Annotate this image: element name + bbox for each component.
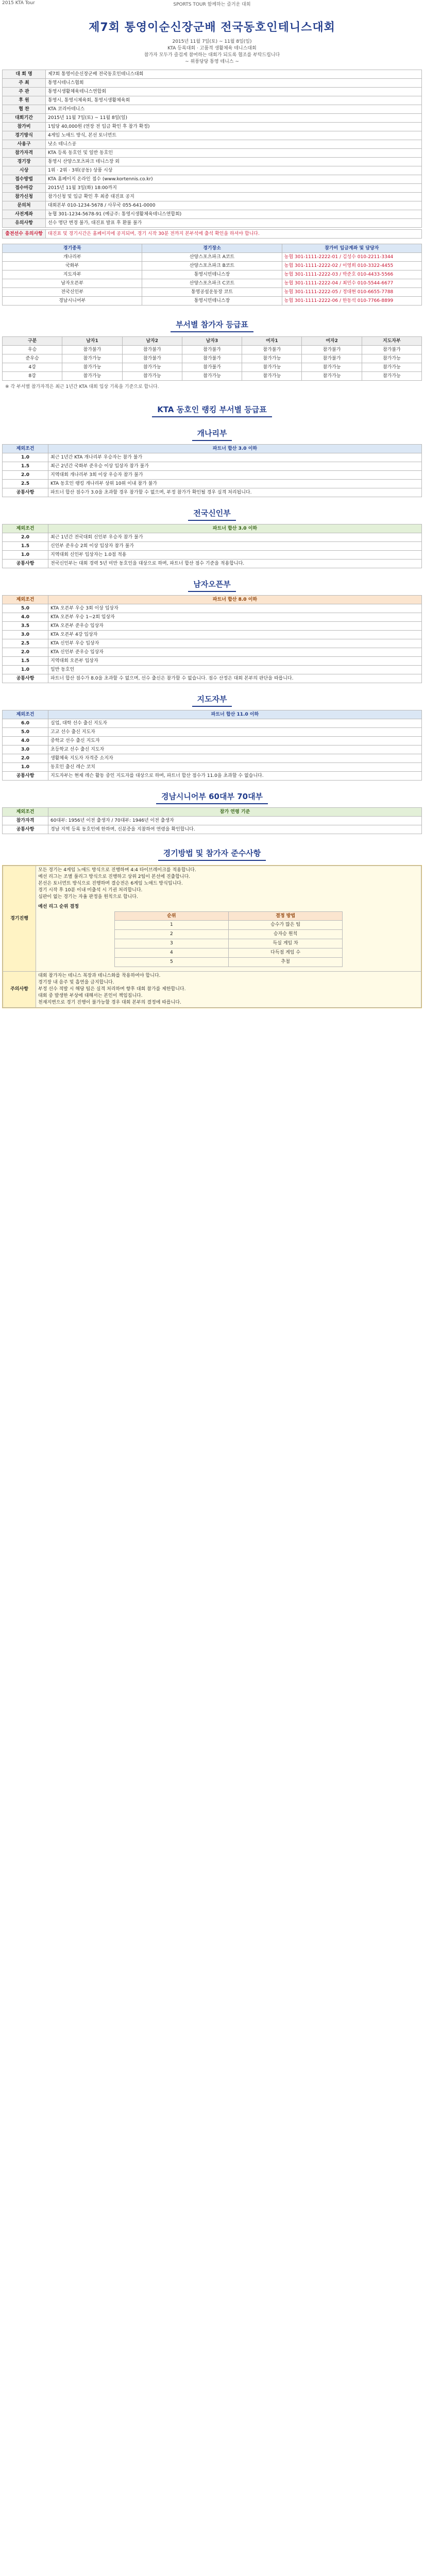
- eligibility-cell: 참가불가: [362, 346, 421, 354]
- eligibility-table: [2, 336, 422, 381]
- grade-row: [3, 772, 422, 781]
- info-key: 후 원: [3, 96, 46, 105]
- grade-cell: KTA 신인부 준우승 입상자: [48, 648, 422, 657]
- eligibility-cell: 참가가능: [362, 354, 421, 363]
- info-key: 접수마감: [3, 184, 46, 193]
- score-header: 결정 방법: [228, 912, 342, 921]
- info-row: [3, 123, 422, 131]
- venue-row: [3, 262, 422, 270]
- info-row: [3, 210, 422, 219]
- eligibility-cell: 준우승: [3, 354, 62, 363]
- grade-cell: KTA 오픈부 4강 입상자: [48, 631, 422, 639]
- venue-cell: 경남시니어부: [3, 297, 142, 306]
- eligibility-cell: 참가불가: [182, 346, 242, 354]
- grade-cell: KTA 오픈부 우승 1~2회 입상자: [48, 613, 422, 622]
- grade-header: 파트너 합산 3.0 이하: [48, 524, 422, 533]
- grade-header: 파트너 합산 8.0 이하: [48, 596, 422, 604]
- info-value: 통영시생활체육테니스연합회: [46, 88, 422, 96]
- grade-cell: 지역대회 개나리부 3회 이상 우승자 참가 불가: [48, 471, 422, 480]
- grade-header: 제외조건: [3, 710, 48, 719]
- grade-cell: 최근 1년간 전국대회 신인부 우승자 참가 불가: [48, 533, 422, 542]
- score-cell: 추첨: [228, 958, 342, 967]
- grade-cell: 공통사항: [3, 825, 48, 834]
- eligibility-cell: 우승: [3, 346, 62, 354]
- info-value: 2015년 11월 3일(화) 18:00까지: [46, 184, 422, 193]
- info-value: 제7회 통영이순신장군배 전국동호인테니스대회: [46, 70, 422, 79]
- info-key: 주 최: [3, 79, 46, 88]
- rule-item: 대회 참가자는 테니스 복장과 테니스화를 착용하여야 합니다.: [38, 973, 161, 978]
- grade-row: [3, 631, 422, 639]
- rule-item: 모든 경기는 4게임 노애드 방식으로 진행하며 4:4 타이브레이크를 적용합니다.: [38, 868, 196, 873]
- grade-cell: 최근 1년간 KTA 개나리부 우승자는 참가 불가: [48, 453, 422, 462]
- venue-cell: 통영공설운동장 코트: [142, 288, 282, 297]
- grade-row: [3, 754, 422, 763]
- info-value: 통영시테니스협회: [46, 79, 422, 88]
- info-value: 선수 명단 변경 불가, 대진표 발표 후 환불 불가: [46, 219, 422, 228]
- grade-group-title-text: 지도자부: [192, 693, 232, 707]
- info-row: [3, 184, 422, 193]
- venue-cell: 산양스포츠파크 B코트: [142, 262, 282, 270]
- rules-a-label: 경기진행: [3, 866, 36, 972]
- venue-header: 경기장소: [142, 244, 282, 253]
- eligibility-row: [3, 372, 422, 381]
- grade-cell: 3.0: [3, 745, 48, 754]
- rule-item: 본선은 토너먼트 방식으로 진행하며 결승전은 6게임 노애드 방식입니다.: [38, 881, 183, 886]
- info-value: KTA 등록 동호인 및 일반 동호인: [46, 149, 422, 158]
- grade-cell: 2.5: [3, 480, 48, 488]
- sub-line-2: KTA 등록대회 · 고품격 생활체육 테니스대회: [167, 46, 257, 51]
- venue-row: [3, 279, 422, 288]
- info-row: [3, 166, 422, 175]
- grade-groups: [0, 428, 424, 834]
- grade-group-title-text: 개나리부: [192, 428, 232, 441]
- eligibility-cell: 참가가능: [242, 372, 302, 381]
- score-cell: 2: [114, 930, 228, 939]
- notice-label: 출전선수 유의사항: [3, 230, 46, 239]
- info-row: [3, 175, 422, 184]
- venue-cell: 농협 301-1111-2222-05 / 정대현 010-6655-7788: [282, 288, 421, 297]
- grade-cell: 경남 지역 등록 동호인에 한하며, 신분증을 지참하여 연령을 확인합니다.: [48, 825, 422, 834]
- rule-item: 경기장 내 음주 및 흡연을 금지합니다.: [38, 980, 114, 985]
- info-key: 사전계좌: [3, 210, 46, 219]
- eligibility-row: [3, 346, 422, 354]
- grade-table: [2, 444, 422, 497]
- eligibility-cell: 참가불가: [302, 354, 362, 363]
- venue-table: [2, 244, 422, 306]
- grade-row: [3, 604, 422, 613]
- grade-group-title: [0, 428, 424, 441]
- eligibility-cell: 참가가능: [242, 363, 302, 372]
- rules-section-title: 경기방법 및 참가자 준수사항: [0, 848, 424, 861]
- grade-cell: 1.0: [3, 453, 48, 462]
- grade-row: [3, 551, 422, 560]
- info-value: KTA 홈페이지 온라인 접수 (www.kortennis.co.kr): [46, 175, 422, 184]
- venue-cell: 농협 301-1111-2222-06 / 한동석 010-7766-8899: [282, 297, 421, 306]
- grade-row: [3, 719, 422, 728]
- info-value: KTA 코리아테니스: [46, 105, 422, 114]
- eligibility-cell: 참가가능: [62, 363, 122, 372]
- grade-table: [2, 595, 422, 683]
- grade-row: [3, 648, 422, 657]
- score-cell: 3: [114, 939, 228, 948]
- info-value: 1팀당 40,000원 (연장 전 입금 확인 후 참가 확정): [46, 123, 422, 131]
- grade-cell: 2.0: [3, 754, 48, 763]
- eligibility-header: 여자2: [302, 337, 362, 346]
- notice-text: 대진표 및 경기시간은 홈페이지에 공지되며, 경기 시작 30분 전까지 본부석에 출석 확인을 하셔야 합니다.: [46, 230, 422, 239]
- score-cell: 4: [114, 948, 228, 958]
- venue-row: [3, 288, 422, 297]
- eligibility-header: 지도자부: [362, 337, 421, 346]
- grade-group-title-text: 경남시니어부 60대부 70대부: [156, 791, 268, 804]
- score-cell: 승수가 많은 팀: [228, 921, 342, 930]
- info-table: [2, 70, 422, 228]
- info-key: 접수방법: [3, 175, 46, 184]
- grade-cell: 2.0: [3, 533, 48, 542]
- score-cell: 다득점 게임 수: [228, 948, 342, 958]
- grade-cell: 1.5: [3, 542, 48, 551]
- grade-table: [2, 807, 422, 834]
- eligibility-cell: 참가가능: [302, 372, 362, 381]
- venue-row: [3, 297, 422, 306]
- grade-cell: 6.0: [3, 719, 48, 728]
- top-bar: [0, 0, 424, 7]
- eligibility-cell: 참가불가: [62, 346, 122, 354]
- venue-cell: 개나리부: [3, 253, 142, 262]
- grade-cell: 일반 동호인: [48, 666, 422, 674]
- grade-row: [3, 533, 422, 542]
- page-title: 제7회 통영이순신장군배 전국동호인테니스대회: [89, 21, 335, 34]
- venue-cell: 남자오픈부: [3, 279, 142, 288]
- venue-cell: 농협 301-1111-2222-03 / 박준호 010-4433-5566: [282, 270, 421, 279]
- grade-row: [3, 462, 422, 471]
- grade-header: 참가 연령 기준: [48, 808, 422, 817]
- grade-row: [3, 480, 422, 488]
- eligibility-section-title: 부서별 참가자 등급표: [0, 319, 424, 332]
- rule-item: 심판이 없는 경기는 자율 판정을 원칙으로 합니다.: [38, 894, 138, 900]
- info-key: 협 찬: [3, 105, 46, 114]
- venue-cell: 전국신인부: [3, 288, 142, 297]
- grade-cell: 초등학교 선수 출신 지도자: [48, 745, 422, 754]
- grade-cell: 공통사항: [3, 674, 48, 683]
- grade-group-title-text: 전국신인부: [188, 507, 235, 521]
- eligibility-cell: 참가불가: [122, 346, 182, 354]
- rule-item: 부정 선수 적발 시 해당 팀은 실격 처리하며 향후 대회 참가를 제한합니다.: [38, 987, 186, 992]
- info-value: 참가신청 및 입금 확인 후 최종 대진표 공지: [46, 193, 422, 201]
- tour-label: 2015 KTA Tour: [2, 1, 35, 6]
- venue-cell: 지도자부: [3, 270, 142, 279]
- grade-cell: 1.5: [3, 657, 48, 666]
- sub-line-3: 참가자 모두가 즐겁게 참여하는 대회가 되도록 협조를 부탁드립니다: [144, 53, 280, 58]
- grade-row: [3, 666, 422, 674]
- grade-cell: 1.5: [3, 462, 48, 471]
- grade-row: [3, 763, 422, 772]
- grade-cell: 5.0: [3, 728, 48, 737]
- grade-cell: 공통사항: [3, 560, 48, 568]
- grade-row: [3, 613, 422, 622]
- info-row: [3, 96, 422, 105]
- info-row: [3, 140, 422, 149]
- venue-cell: 통영시민테니스장: [142, 270, 282, 279]
- score-row: [114, 958, 342, 967]
- venue-cell: 산양스포츠파크 C코트: [142, 279, 282, 288]
- venue-cell: 통영시민테니스장: [142, 297, 282, 306]
- score-cell: 득실 게임 차: [228, 939, 342, 948]
- grade-cell: 4.0: [3, 737, 48, 745]
- venue-cell: 농협 301-1111-2222-01 / 김성수 010-2211-3344: [282, 253, 421, 262]
- eligibility-cell: 참가가능: [182, 372, 242, 381]
- grade-row: [3, 560, 422, 568]
- info-key: 경기장: [3, 158, 46, 166]
- grade-header: 제외조건: [3, 524, 48, 533]
- grade-group-title: [0, 579, 424, 592]
- eligibility-cell: 참가가능: [302, 363, 362, 372]
- grade-row: [3, 622, 422, 631]
- grade-cell: 실업, 대학 선수 출신 지도자: [48, 719, 422, 728]
- grade-row: [3, 657, 422, 666]
- grade-row: [3, 737, 422, 745]
- info-value: 통영시, 통영시체육회, 통영시생활체육회: [46, 96, 422, 105]
- rules-b-label: 주의사항: [3, 972, 36, 1008]
- grade-group-title: [0, 791, 424, 804]
- info-row: [3, 70, 422, 79]
- grade-cell: 파트너 합산 점수가 8.0을 초과할 수 없으며, 선수 출신은 참가할 수 없습니다. 점수 산정은 대회 본부의 판단을 따릅니다.: [48, 674, 422, 683]
- eligibility-cell: 참가가능: [62, 372, 122, 381]
- grade-cell: 2.0: [3, 648, 48, 657]
- eligibility-cell: 4강: [3, 363, 62, 372]
- info-row: [3, 201, 422, 210]
- grade-cell: 1.0: [3, 551, 48, 560]
- grade-header: 제외조건: [3, 808, 48, 817]
- grade-table: [2, 524, 422, 568]
- grade-cell: 신인부 준우승 2회 이상 입상자 참가 불가: [48, 542, 422, 551]
- info-row: [3, 79, 422, 88]
- grade-cell: KTA 오픈부 우승 3회 이상 입상자: [48, 604, 422, 613]
- score-row: [114, 948, 342, 958]
- info-value: 2015년 11월 7일(토) ~ 11월 8일(일): [46, 114, 422, 123]
- grade-cell: 생활체육 지도자 자격증 소지자: [48, 754, 422, 763]
- grade-cell: 공통사항: [3, 772, 48, 781]
- eligibility-row: [3, 354, 422, 363]
- venue-cell: 산양스포츠파크 A코트: [142, 253, 282, 262]
- grade-cell: 지도자부는 현재 레슨 활동 중인 지도자를 대상으로 하며, 파트너 합산 점수가 11.0을 초과할 수 없습니다.: [48, 772, 422, 781]
- info-value: 통영시 산양스포츠파크 테니스장 외: [46, 158, 422, 166]
- rule-item: 예선 리그는 조별 풀리그 방식으로 진행하고 상위 2팀이 본선에 진출합니다.: [38, 874, 191, 879]
- grade-cell: KTA 동호인 랭킹 개나리부 상위 10위 이내 참가 불가: [48, 480, 422, 488]
- grade-cell: 4.0: [3, 613, 48, 622]
- sub-line-1: 2015년 11월 7일(토) ~ 11월 8일(일): [172, 39, 252, 44]
- eligibility-cell: 참가가능: [362, 363, 421, 372]
- score-cell: 1: [114, 921, 228, 930]
- grade-cell: 참가자격: [3, 817, 48, 825]
- info-key: 참가비: [3, 123, 46, 131]
- info-key: 참가자격: [3, 149, 46, 158]
- info-row: [3, 219, 422, 228]
- grade-row: [3, 639, 422, 648]
- venue-cell: 농협 301-1111-2222-04 / 최민수 010-5544-6677: [282, 279, 421, 288]
- info-value: 대회본부 010-1234-5678 / 사무국 055-641-0000: [46, 201, 422, 210]
- grade-cell: 2.0: [3, 471, 48, 480]
- notice-table: [2, 229, 422, 239]
- grade-group-title: [0, 507, 424, 521]
- eligibility-cell: 참가가능: [362, 372, 421, 381]
- grade-table: [2, 710, 422, 781]
- grade-cell: 3.0: [3, 631, 48, 639]
- grade-cell: 중학교 선수 출신 지도자: [48, 737, 422, 745]
- info-row: [3, 149, 422, 158]
- info-value: 낫소 테니스공: [46, 140, 422, 149]
- venue-header: 참가비 입금계좌 및 담당자: [282, 244, 421, 253]
- info-value: 1위 · 2위 · 3위(공동) 상품 시상: [46, 166, 422, 175]
- grade-cell: 1.0: [3, 666, 48, 674]
- grade-cell: 2.5: [3, 639, 48, 648]
- grade-row: [3, 825, 422, 834]
- eligibility-cell: 참가불가: [122, 354, 182, 363]
- info-row: [3, 105, 422, 114]
- grade-cell: 1.0: [3, 763, 48, 772]
- grade-row: [3, 453, 422, 462]
- info-key: 참가신청: [3, 193, 46, 201]
- eligibility-row: [3, 363, 422, 372]
- grade-row: [3, 728, 422, 737]
- rule-item: 대회 중 발생한 부상에 대해서는 본인이 책임집니다.: [38, 993, 143, 998]
- rules-box: [2, 865, 422, 1008]
- eligibility-cell: 참가가능: [122, 372, 182, 381]
- rules-b-list: [36, 972, 421, 1008]
- sub-line-4: ~ 위풍당당 통영 테니스 ~: [185, 59, 239, 64]
- grade-row: [3, 674, 422, 683]
- info-key: 대회기간: [3, 114, 46, 123]
- grade-cell: 고교 선수 출신 지도자: [48, 728, 422, 737]
- info-row: [3, 158, 422, 166]
- venue-cell: 농협 301-1111-2222-02 / 이영희 010-3322-4455: [282, 262, 421, 270]
- eligibility-header: 남자1: [62, 337, 122, 346]
- grade-cell: 최근 2년간 국화부 준우승 이상 입상자 참가 불가: [48, 462, 422, 471]
- grade-section-title: KTA 동호인 랭킹 부서별 등급표: [0, 404, 424, 417]
- info-row: [3, 114, 422, 123]
- eligibility-cell: 참가가능: [122, 363, 182, 372]
- venue-cell: 국화부: [3, 262, 142, 270]
- info-value: 농협 301-1234-5678-91 (예금주: 통영시생활체육테니스연합회): [46, 210, 422, 219]
- score-row: [114, 930, 342, 939]
- grade-cell: 5.0: [3, 604, 48, 613]
- rules-a-list: [36, 866, 421, 972]
- grade-group-title: [0, 693, 424, 707]
- score-row: [114, 921, 342, 930]
- eligibility-cell: 참가가능: [242, 354, 302, 363]
- grade-cell: 파트너 합산 점수가 3.0을 초과할 경우 참가할 수 없으며, 부정 참가가 확인될 경우 실격 처리됩니다.: [48, 488, 422, 497]
- score-table: [114, 911, 343, 967]
- venue-header: 경기종목: [3, 244, 142, 253]
- grade-cell: 지역대회 오픈부 입상자: [48, 657, 422, 666]
- eligibility-header: 남자3: [182, 337, 242, 346]
- info-key: 시상: [3, 166, 46, 175]
- score-header: 순위: [114, 912, 228, 921]
- info-key: 사용구: [3, 140, 46, 149]
- venue-row: [3, 270, 422, 279]
- info-row: [3, 193, 422, 201]
- eligibility-footnote: ※ 각 부서별 참가자격은 최근 1년간 KTA 대회 입상 기록을 기준으로 합니다.: [5, 384, 159, 389]
- grade-cell: 동호인 출신 레슨 코치: [48, 763, 422, 772]
- info-row: [3, 88, 422, 96]
- eligibility-cell: 참가가능: [62, 354, 122, 363]
- grade-cell: KTA 신인부 우승 입상자: [48, 639, 422, 648]
- info-value: 4게임 노애드 방식, 본선 토너먼트: [46, 131, 422, 140]
- eligibility-cell: 8강: [3, 372, 62, 381]
- venue-row: [3, 253, 422, 262]
- score-table-title: 예선 리그 순위 결정: [38, 904, 79, 909]
- rule-item: 경기 시작 후 10분 이내 미출석 시 기권 처리합니다.: [38, 888, 143, 893]
- grade-row: [3, 488, 422, 497]
- eligibility-cell: 참가불가: [302, 346, 362, 354]
- grade-header: 제외조건: [3, 596, 48, 604]
- eligibility-header: 남자2: [122, 337, 182, 346]
- info-row: [3, 131, 422, 140]
- tour-slogan: SPORTS TOUR 함께하는 즐거운 대회: [173, 2, 251, 7]
- grade-cell: 60대부: 1956년 이전 출생자 / 70대부: 1946년 이전 출생자: [48, 817, 422, 825]
- info-key: 경기방식: [3, 131, 46, 140]
- grade-cell: KTA 오픈부 준우승 입상자: [48, 622, 422, 631]
- info-key: 주 관: [3, 88, 46, 96]
- grade-header: 파트너 합산 3.0 이하: [48, 445, 422, 453]
- grade-header: 파트너 합산 11.0 이하: [48, 710, 422, 719]
- grade-cell: 전국신인부는 대회 경력 5년 미만 동호인을 대상으로 하며, 파트너 합산 점수 기준을 적용합니다.: [48, 560, 422, 568]
- score-cell: 승자승 원칙: [228, 930, 342, 939]
- grade-row: [3, 471, 422, 480]
- grade-cell: 3.5: [3, 622, 48, 631]
- score-cell: 5: [114, 958, 228, 967]
- grade-header: 제외조건: [3, 445, 48, 453]
- eligibility-header: 여자1: [242, 337, 302, 346]
- eligibility-cell: 참가불가: [182, 363, 242, 372]
- grade-cell: 지역대회 신인부 입상자는 1.0점 적용: [48, 551, 422, 560]
- grade-group-title-text: 남자오픈부: [188, 579, 235, 592]
- info-key: 유의사항: [3, 219, 46, 228]
- info-key: 문의처: [3, 201, 46, 210]
- grade-row: [3, 745, 422, 754]
- rule-item: 천재지변으로 경기 진행이 불가능할 경우 대회 본부의 결정에 따릅니다.: [38, 1000, 181, 1005]
- grade-row: [3, 542, 422, 551]
- eligibility-header: 구분: [3, 337, 62, 346]
- eligibility-cell: 참가불가: [242, 346, 302, 354]
- grade-row: [3, 817, 422, 825]
- score-row: [114, 939, 342, 948]
- info-key: 대 회 명: [3, 70, 46, 79]
- eligibility-cell: 참가불가: [182, 354, 242, 363]
- grade-cell: 공통사항: [3, 488, 48, 497]
